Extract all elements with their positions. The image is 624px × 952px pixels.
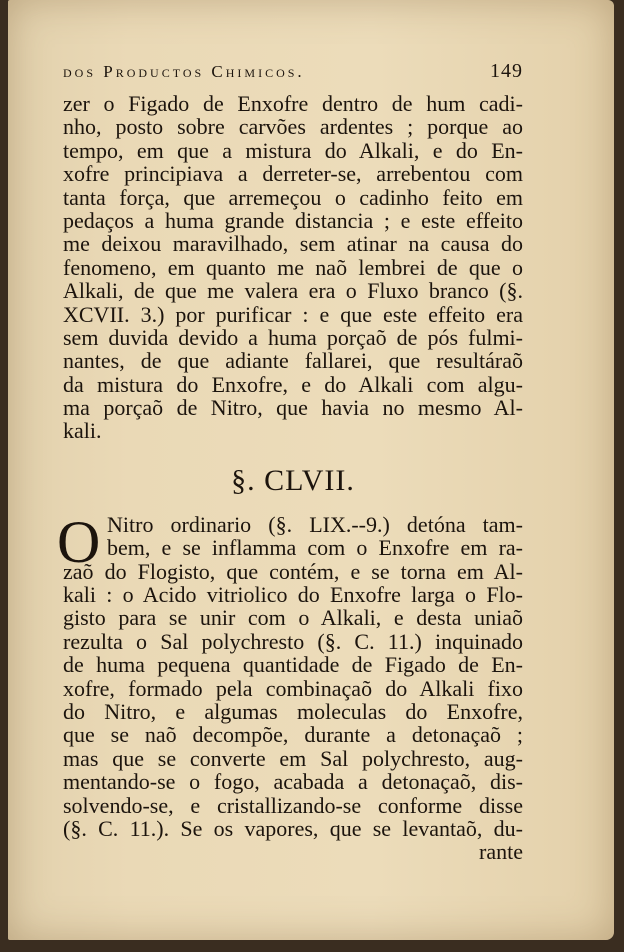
text-line: gisto para se unir com o Alkali, e desta uniaõ [63,605,523,631]
page-number: 149 [490,60,523,82]
text-line: bem, e se inflamma com o Enxofre em ra- [107,535,523,561]
catchword: rante [479,839,523,865]
book-page [8,0,614,940]
text-line: mas que se converte em Sal polychresto, aug- [63,745,523,771]
text-line: da mistura do Enxofre, e do Alkali com algu- [63,371,523,397]
running-header [63,60,523,92]
text-line: nantes, de que adiante fallarei, que resultáraõ [63,348,523,374]
text-line: zaõ do Flogisto, que contém, e se torna em Al- [63,558,523,584]
text-line: sem duvida devido a huma porçaõ de pós fulmi- [63,324,523,350]
text-line: zer o Figado de Enxofre dentro de hum cadi- [63,91,523,116]
text-line: kali : o Acido vitriolico do Enxofre larga o Flo- [63,582,523,608]
text-line: XCVII. 3.) por purificar : e que este effeito era [63,301,523,327]
text-line: fenomeno, em quanto me naõ lembrei de que o [63,254,523,280]
paragraph-1 [63,92,523,443]
text-line: Nitro ordinario (§. LIX.--9.) detóna tam- [107,511,523,537]
text-line: solvendo-se, e cristallizando-se conforme disse [63,792,523,818]
text-line: rezulta o Sal polychresto (§. C. 11.) inquinado [63,628,523,654]
text-line: mentando-se o fogo, acabada a detonaçaõ, dis- [63,769,523,795]
running-title: dos Productos Chimicos. [63,62,305,81]
page-text [57,60,523,865]
text-line: pedaços a huma grande distancia ; e este effeito [63,207,523,233]
text-line: que se naõ decompõe, durante a detonaçaõ ; [63,722,523,748]
text-line: de huma pequena quantidade de Figado de En- [63,652,523,678]
paragraph-2 [57,508,523,841]
text-line: ma porçaõ de Nitro, que havia no mesmo Al- [63,395,523,421]
text-line: Alkali, de que me valera era o Fluxo branco (§. [63,278,523,304]
section-heading: §. CLVII. [231,463,355,497]
text-line: me deixou maravilhado, sem atinar na causa do [63,231,523,257]
text-line: nho, posto sobre carvões ardentes ; porque ao [63,114,523,140]
text-line: kali. [63,418,102,444]
text-line: tempo, em que a mistura do Alkali, e do En- [63,137,523,163]
text-line: xofre, formado pela combinaçaõ do Alkali fixo [63,675,523,701]
text-line: do Nitro, e algumas moleculas do Enxofre, [63,698,523,724]
text-line: (§. C. 11.). Se os vapores, que se levantaõ, du- [63,815,523,841]
text-line: xofre principiava a derreter-se, arrebentou com [63,161,523,187]
drop-cap: O [57,508,101,575]
text-line: tanta força, que arremeçou o cadinho feito em [63,184,523,210]
